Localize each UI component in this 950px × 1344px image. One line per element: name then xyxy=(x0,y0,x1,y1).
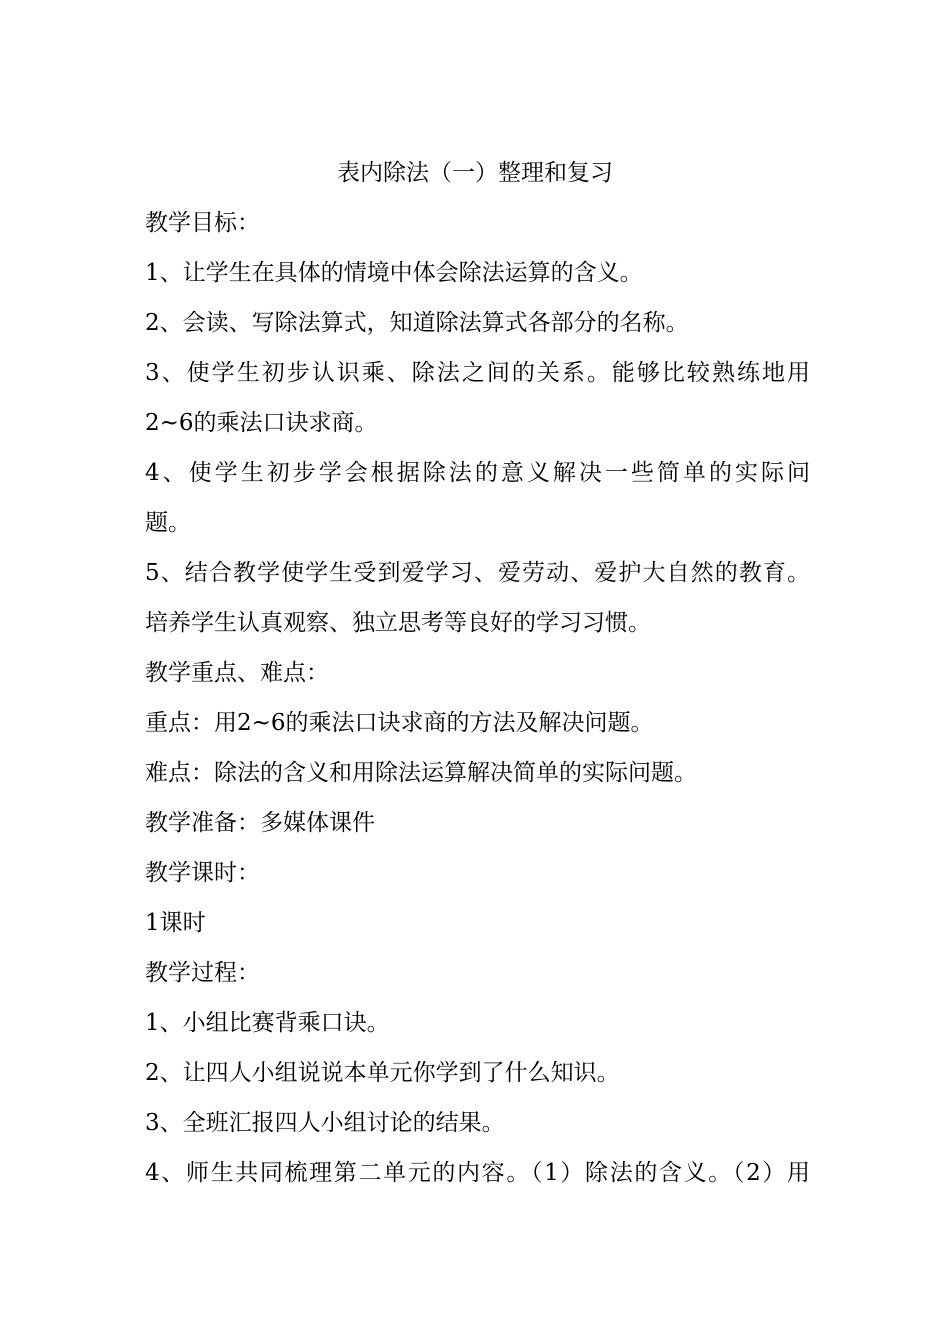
goal-item-4: 4、使学生初步学会根据除法的意义解决一些简单的实际问 xyxy=(145,460,810,486)
goal-item-1: 1、让学生在具体的情境中体会除法运算的含义。 xyxy=(145,260,643,286)
goal-item-2: 2、会读、写除法算式，知道除法算式各部分的名称。 xyxy=(145,310,689,336)
process-step-1: 1、小组比赛背乘口诀。 xyxy=(145,1010,390,1036)
process-step-2: 2、让四人小组说说本单元你学到了什么知识。 xyxy=(145,1060,620,1086)
goal-item-3-continued: 2~6的乘法口诀求商。 xyxy=(145,410,378,436)
goal-item-4-continued: 题。 xyxy=(145,510,191,536)
difficult-point: 难点：除法的含义和用除法运算解决简单的实际问题。 xyxy=(145,760,697,786)
process-step-3: 3、全班汇报四人小组讨论的结果。 xyxy=(145,1110,505,1136)
document-title: 表内除法（一）整理和复习 xyxy=(337,160,613,186)
goal-item-5: 5、结合教学使学生受到爱学习、爱劳动、爱护大自然的教育。 xyxy=(145,560,810,586)
goal-item-5-continued: 培养学生认真观察、独立思考等良好的学习习惯。 xyxy=(145,610,651,636)
heading-class-hours: 教学课时： xyxy=(145,860,260,886)
teaching-preparation: 教学准备：多媒体课件 xyxy=(145,810,375,836)
heading-teaching-goals: 教学目标： xyxy=(145,210,260,236)
goal-item-3: 3、使学生初步认识乘、除法之间的关系。能够比较熟练地用 xyxy=(145,360,810,386)
process-step-4: 4、师生共同梳理第二单元的内容。（1）除法的含义。（2）用 xyxy=(145,1160,810,1186)
class-hours-value: 1课时 xyxy=(145,910,206,936)
heading-teaching-process: 教学过程： xyxy=(145,960,260,986)
key-point: 重点：用2~6的乘法口诀求商的方法及解决问题。 xyxy=(145,710,654,736)
heading-key-points: 教学重点、难点： xyxy=(145,660,329,686)
